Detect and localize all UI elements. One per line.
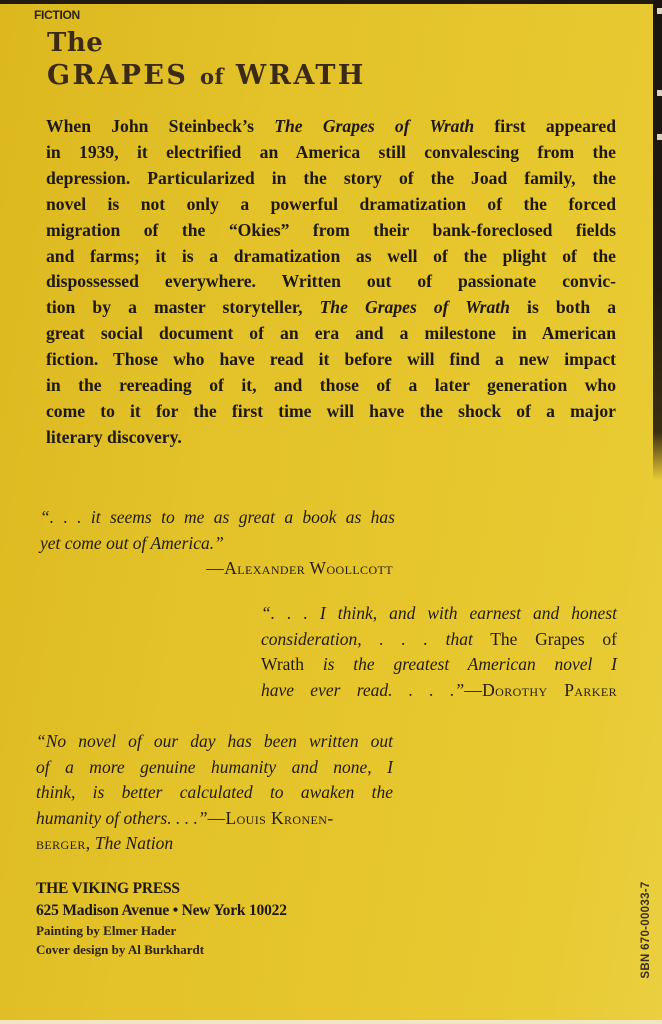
quote-line: of a more genuine humanity and none, I	[36, 756, 393, 777]
title-word-grapes: GRAPES	[47, 60, 189, 91]
book-title-italic: The Grapes of Wrath	[274, 116, 475, 136]
quote-attribution: —Dorothy Parker	[464, 679, 617, 700]
quote-line: “No novel of our day has been written out	[36, 731, 393, 751]
blurb-line: novel is not only a powerful dramatization of the forced	[46, 193, 616, 214]
quote-kronenberger	[36, 729, 393, 857]
description-blurb	[46, 114, 616, 451]
top-shadow-edge	[0, 0, 662, 4]
blurb-line: great social document of an era and a milestone in American	[46, 323, 616, 344]
quote-attribution: —Alexander Woollcott	[206, 558, 393, 578]
edge-mark	[657, 8, 662, 14]
blurb-line: dispossessed everywhere. Written out of passionate convic-	[46, 271, 616, 292]
blurb-line: in 1939, it electrified an America still convalescing from the	[46, 141, 616, 162]
quote-line: think, is better calculated to awaken the	[36, 782, 393, 802]
design-credit: Cover design by Al Burkhardt	[36, 941, 205, 957]
blurb-line: tion by a master storyteller, The Grapes of Wrath is both a	[46, 297, 616, 318]
painting-credit: Painting by Elmer Hader	[36, 923, 177, 938]
bottom-edge	[0, 1020, 662, 1024]
book-title-italic: The Grapes of Wrath	[319, 297, 510, 318]
category-label: FICTION	[34, 8, 80, 22]
quote-line: consideration, . . . that The Grapes of	[261, 628, 618, 649]
edge-mark	[657, 90, 662, 96]
blurb-line: fiction. Those who have read it before will find a new impact	[46, 349, 616, 370]
quote-woollcott	[40, 505, 395, 582]
blurb-line: depression. Particularized in the story of the Joad family, the	[46, 167, 616, 188]
quote-line: yet come out of America.”	[40, 532, 224, 553]
blurb-line: When John Steinbeck’s The Grapes of Wrath first appeared	[46, 116, 616, 136]
quote-line: humanity of others. . . .”—Louis Kronen-	[36, 807, 334, 828]
right-shadow-edge	[653, 0, 662, 480]
quote-attribution: —Louis Kronen-	[207, 807, 334, 828]
quote-line: have ever read. . . .”—Dorothy Parker	[261, 679, 617, 700]
blurb-line: literary discovery.	[46, 426, 182, 447]
quote-source: The Nation	[90, 833, 174, 853]
blurb-line: migration of the “Okies” from their bank-foreclosed fields	[46, 219, 616, 240]
edge-mark	[657, 134, 662, 140]
quote-parker	[261, 601, 617, 703]
title-word-wrath: WRATH	[235, 60, 366, 91]
publisher-block	[36, 878, 287, 959]
title-line-1: The	[47, 28, 104, 58]
isbn-label: SBN 670-00033-7	[640, 881, 652, 979]
title-word-of: of	[200, 64, 225, 89]
title-line-2	[47, 60, 366, 91]
quote-line: “. . . it seems to me as great a book as has	[40, 507, 395, 527]
quote-line: Wrath is the greatest American novel I	[261, 654, 617, 674]
quote-line: berger, The Nation	[36, 833, 174, 853]
blurb-line: and farms; it is a dramatization as well of the plight of the	[46, 245, 616, 266]
publisher-name: THE VIKING PRESS	[36, 880, 180, 897]
blurb-line: in the rereading of it, and those of a later generation who	[46, 375, 616, 396]
blurb-line: come to it for the first time will have the shock of a major	[46, 400, 616, 421]
publisher-address: 625 Madison Avenue • New York 10022	[36, 902, 287, 919]
quote-line: “. . . I think, and with earnest and honest	[261, 603, 617, 623]
